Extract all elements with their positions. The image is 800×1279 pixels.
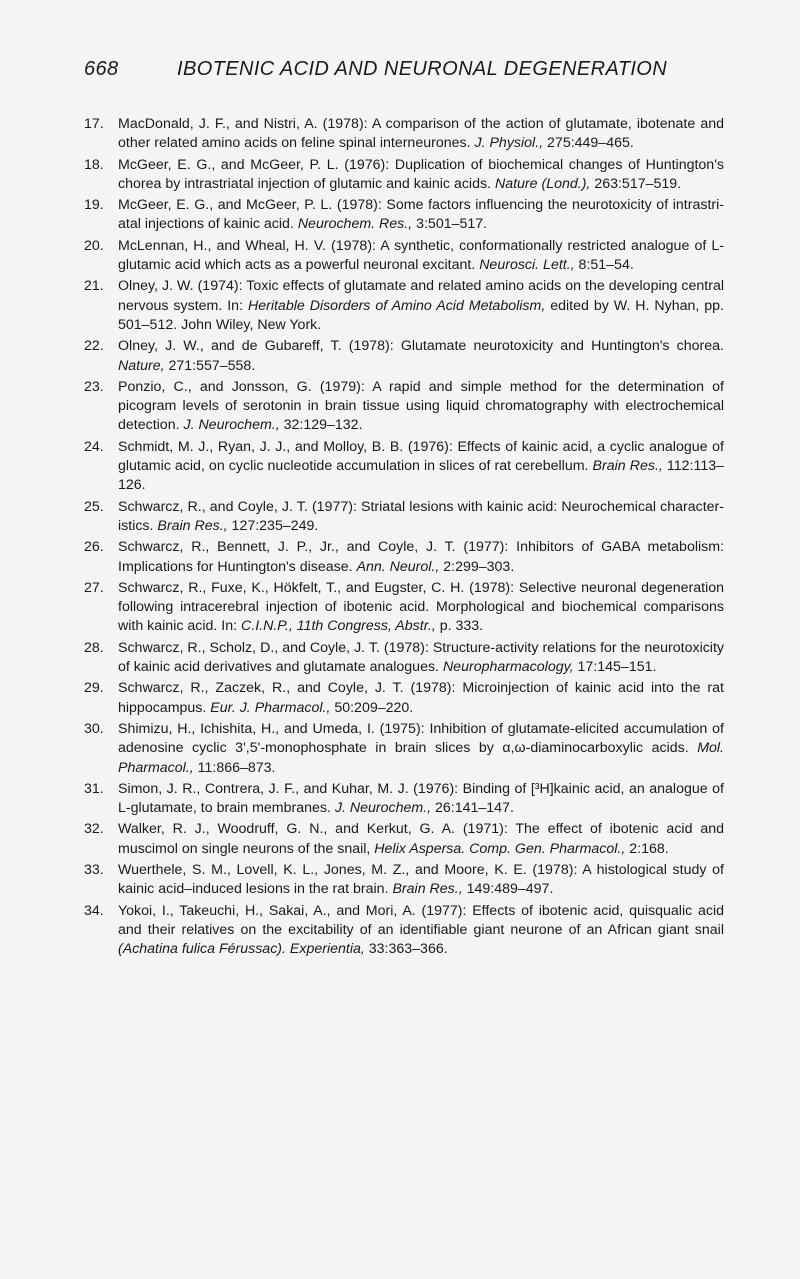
reference-source-italic: Helix Aspersa. Comp. Gen. Pharmacol., [374,840,626,857]
reference-source-italic: J. Neurochem., [334,800,432,817]
reference-source-italic: Brain Res., [592,458,663,475]
reference-text-segment: 275:449–465. [543,135,634,152]
reference-source-italic: Neuropharmacology, [442,659,574,676]
reference-number: 30. [84,720,104,737]
reference-text [118,499,724,534]
reference-text [118,781,724,816]
reference-source-italic: Neurochem. Res., [297,216,413,233]
reference-item [84,780,724,819]
reference-item [84,277,724,335]
reference-source-italic: Neurosci. Lett., [479,257,575,274]
reference-text-segment: 112:113–126. [118,458,724,494]
reference-text-segment: Schwarcz, R., and Coyle, J. T. (1977): Striatal lesions with kainic acid: Neurochemical characteristics. [118,498,724,534]
reference-text-segment: 2:299–303. [439,558,515,575]
reference-text-segment: Schwarcz, R., Zaczek, R., and Coyle, J. T. (1978): Microinjection of kainic acid into the rat hippocampus. [118,680,724,716]
reference-text [118,439,724,494]
reference-text-segment: MacDonald, J. F., and Nistri, A. (1978): A comparison of the action of glutamate, ibotenate and other related amino acids on feline spinal interneurones. [118,116,724,152]
reference-source-italic: J. Physiol., [474,135,544,152]
reference-number: 17. [84,116,104,132]
reference-item [84,579,724,637]
reference-text-segment: Schwarcz, R., Fuxe, K., Hökfelt, T., and Eugster, C. H. (1978): Selective neuronal degeneration following intracerebral injection of ibotenic acid. Morphological and biochemical comparisons with kainic acid. In: [118,579,724,635]
reference-text [118,238,724,273]
reference-text-segment: 2:168. [625,840,669,857]
reference-source-italic: J. Neurochem., [183,417,280,434]
reference-text-segment: 33:363–366. [364,941,448,958]
reference-item [84,639,724,678]
reference-item [84,438,724,496]
reference-number: 27. [84,579,104,596]
reference-text-segment: 32:129–132. [279,417,363,434]
reference-text-segment: p. 333. [435,618,484,635]
reference-text-segment: Schmidt, M. J., Ryan, J. J., and Molloy, B. B. (1976): Effects of kainic acid, a cyclic analogue of glutamic acid, on cyclic nucleotide accumulation in slices of rat cerebellum. [118,438,724,475]
reference-source-italic: Nature (Lond.), [494,175,591,192]
reference-text-segment: 8:51–54. [574,257,634,274]
reference-text-segment: Shimizu, H., Ichishita, H., and Umeda, I. (1975): Inhibition of glutamate-elicited accumulation of adenosine cyclic 3',5'-monophosphate in brain slices by α,ω-diaminocarboxylic acids. [118,720,724,757]
reference-text-segment: Schwarcz, R., Scholz, D., and Coyle, J. T. (1978): Structure-activity relations for the neurotoxicity of kainic acid derivatives and glutamate analogues. [118,639,724,676]
reference-source-italic: Mol. Pharmacol., [118,740,724,776]
reference-text-segment: Schwarcz, R., Bennett, J. P., Jr., and Coyle, J. T. (1977): Inhibitors of GABA metabolism: Implications for Huntington's disease. [118,539,724,575]
reference-text-segment: edited by W. H. Nyhan, pp. 501–512. John Wiley, New York. [118,297,725,333]
reference-number: 33. [84,861,104,878]
reference-item [84,337,724,376]
reference-text [118,862,724,897]
reference-text-segment: 127:235–249. [227,517,319,534]
reference-source-italic: (Achatina fulica Férussac). Experientia, [118,941,365,958]
reference-number: 19. [84,197,104,214]
reference-item [84,538,724,577]
reference-text-segment: McGeer, E. G., and McGeer, P. L. (1978): Some factors influencing the neurotoxicity of intrastriatal injections of kainic acid. [118,197,724,233]
reference-number: 21. [84,278,104,295]
reference-text [118,278,724,333]
reference-number: 23. [84,378,104,395]
reference-item [84,196,724,235]
reference-item [84,679,724,718]
reference-source-italic: Brain Res., [392,881,463,898]
page-header [84,58,740,88]
reference-source-italic: Ann. Neurol., [356,558,440,575]
reference-item [84,378,724,436]
reference-text [118,157,724,192]
reference-text-segment: 50:209–220. [330,699,414,716]
reference-text-segment: Simon, J. R., Contrera, J. F., and Kuhar, M. J. (1976): Binding of [³H]kainic acid, an analogue of L-glutamate, to brain membranes. [118,780,724,817]
reference-source-italic: Brain Res., [157,517,228,534]
reference-source-italic: Eur. J. Pharmacol., [210,699,331,716]
reference-text-segment: Olney, J. W. (1974): Toxic effects of glutamate and related amino acids on the developing central nervous system. In: [118,278,724,314]
reference-number: 28. [84,639,104,656]
reference-text-segment: Yokoi, I., Takeuchi, H., Sakai, A., and Mori, A. (1977): Effects of ibotenic acid, quisqualic acid and their relatives on the excitability of an identifiable giant neurone of an African giant snail [118,902,724,938]
reference-text [118,539,724,574]
reference-text-segment: Olney, J. W., and de Gubareff, T. (1978): Glutamate neurotoxicity and Huntington's chorea. [118,338,724,355]
reference-source-italic: C.I.N.P., 11th Congress, Abstr., [241,618,436,635]
reference-text-segment: 271:557–558. [164,357,256,374]
page-number: 668 [84,58,119,80]
reference-text [118,903,724,958]
reference-item [84,820,724,859]
reference-source-italic: Heritable Disorders of Amino Acid Metabolism, [247,297,546,314]
reference-number: 26. [84,539,104,556]
reference-text-segment: 149:489–497. [462,881,554,898]
reference-item [84,720,724,778]
reference-number: 29. [84,680,104,697]
reference-text-segment: Wuerthele, S. M., Lovell, K. L., Jones, M. Z., and Moore, K. E. (1978): A histological study of kainic acid–induced lesions in the rat brain. [118,861,724,898]
reference-item [84,115,724,154]
reference-item [84,498,724,537]
reference-item [84,237,724,276]
reference-item [84,156,724,195]
reference-number: 31. [84,780,104,797]
reference-number: 32. [84,821,104,838]
reference-text [118,580,724,635]
reference-item [84,861,724,900]
reference-text [118,821,724,856]
reference-number: 22. [84,338,104,355]
reference-list [84,115,724,961]
reference-text-segment: 263:517–519. [590,175,682,192]
reference-number: 24. [84,438,104,455]
reference-text [118,680,724,715]
reference-text-segment: Walker, R. J., Woodruff, G. N., and Kerkut, G. A. (1971): The effect of ibotenic acid and muscimol on single neurons of the snail, [118,821,724,857]
reference-text-segment: 26:141–147. [431,800,514,817]
reference-text [118,721,724,776]
reference-text-segment: 11:866–873. [193,759,276,776]
reference-number: 34. [84,902,104,919]
reference-text-segment: McGeer, E. G., and McGeer, P. L. (1976): Duplication of biochemical changes of Huntington's chorea by intrastriatal injection of glutamic and kainic acids. [118,156,724,192]
reference-text-segment: 17:145–151. [573,659,657,676]
running-title: IBOTENIC ACID AND NEURONAL DEGENERATION [177,58,668,80]
reference-number: 25. [84,498,104,515]
reference-text-segment: Ponzio, C., and Jonsson, G. (1979): A rapid and simple method for the determination of picogram levels of serotonin in brain tissue using liquid chromatography with electrochemical detection. [118,378,724,434]
reference-source-italic: Nature, [118,357,165,374]
reference-text [118,640,724,675]
reference-item [84,902,724,960]
reference-number: 20. [84,237,104,254]
reference-text [118,197,724,232]
reference-text-segment: McLennan, H., and Wheal, H. V. (1978): A synthetic, conformationally restricted analogue of L-glutamic acid which acts as a powerful neuronal excitant. [118,237,724,274]
reference-text [118,379,724,434]
reference-text-segment: 3:501–517. [412,216,488,233]
reference-number: 18. [84,156,104,173]
reference-text [118,116,724,151]
reference-text [118,338,724,373]
